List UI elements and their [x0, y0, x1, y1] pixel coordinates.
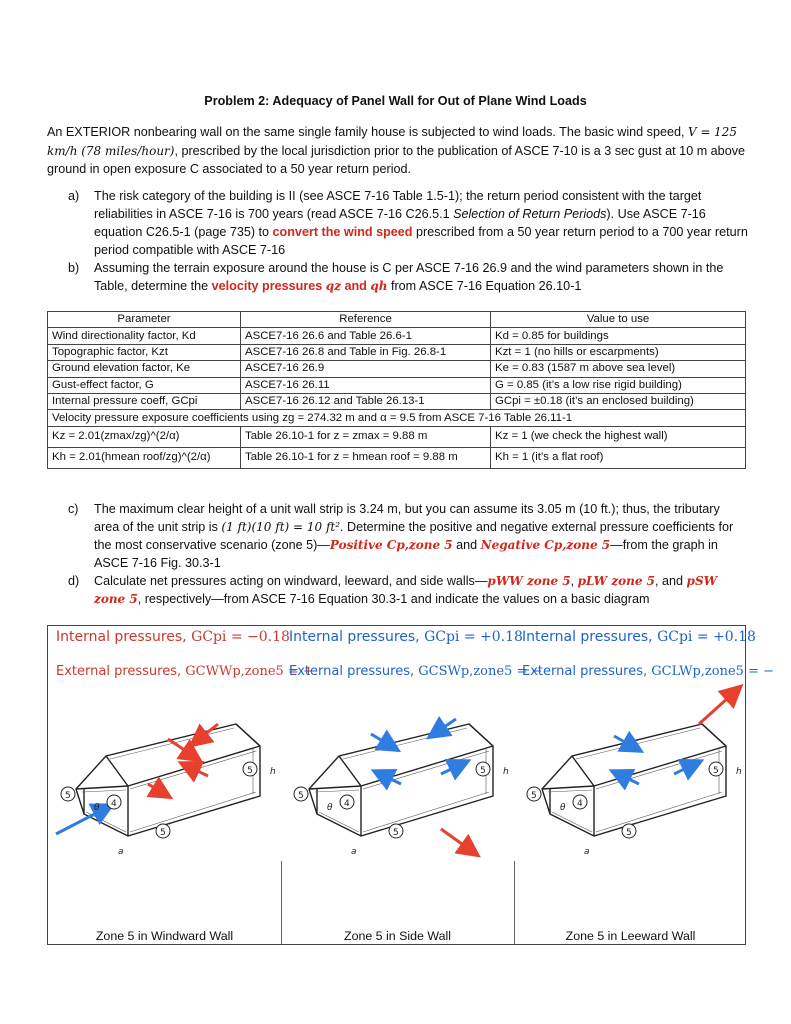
table-cell: Velocity pressure exposure coefficients using zg = 274.32 m and α = 9.5 from ASCE 7-16 Table 26.11-1: [48, 410, 746, 426]
item-text: from ASCE 7-16 Equation 26.10-1: [387, 279, 582, 293]
item-text: , and: [655, 574, 687, 588]
item-text: . Determine the positive and negative external pressure coefficients for the most conservative scenario (zone 5)—: [94, 520, 734, 552]
item-highlight-math: Negative Cp,zone 5: [480, 538, 611, 552]
table-cell: Kh = 1 (it’s a flat roof): [491, 447, 746, 468]
item-text: Calculate net pressures acting on windward, leeward, and side walls—: [94, 574, 488, 588]
intro-text: An EXTERIOR nonbearing wall on the same single family house is subjected to wind loads. The basic wind speed,: [47, 125, 688, 139]
item-highlight-math: pLW zone 5: [577, 574, 656, 588]
intro-math: V =: [688, 125, 711, 139]
item-a: [68, 187, 748, 259]
table-cell: Ke = 0.83 (1587 m above sea level): [491, 361, 746, 377]
table-cell: Table 26.10-1 for z = zmax = 9.88 m: [241, 426, 491, 447]
svg-text:5: 5: [393, 828, 399, 838]
internal-pressure-label: Internal pressures, GCpi = +0.18: [289, 629, 523, 645]
item-text: —from the graph in ASCE 7-16 Fig. 30.3-1: [94, 538, 718, 570]
item-highlight-math: qh: [370, 279, 388, 293]
external-pressure-label: External pressures, GCLWp,zone5 = −: [522, 664, 774, 679]
table-cell: ASCE7-16 26.12 and Table 26.13-1: [241, 393, 491, 409]
item-list-cd: [68, 500, 748, 608]
table-cell: G = 0.85 (it’s a low rise rigid building): [491, 377, 746, 393]
table-cell: ASCE7-16 26.11: [241, 377, 491, 393]
table-row: [48, 361, 746, 377]
item-highlight-math: pWW zone 5: [487, 574, 571, 588]
parameter-table: [47, 311, 746, 469]
item-list-ab: [68, 187, 748, 295]
svg-text:θ: θ: [327, 803, 333, 813]
table-cell: Kd = 0.85 for buildings: [491, 328, 746, 344]
zone-figures: [47, 625, 774, 945]
table-cell: ASCE7-16 26.8 and Table in Fig. 26.8-1: [241, 344, 491, 360]
table-cell: ASCE7-16 26.6 and Table 26.6-1: [241, 328, 491, 344]
item-highlight-math: qz: [325, 279, 341, 293]
item-label: a): [68, 189, 80, 203]
table-row: [48, 447, 746, 468]
table-header: Value to use: [491, 312, 746, 328]
zone-label: 4: [111, 799, 117, 809]
internal-pressure-label: Internal pressures, GCpi = +0.18: [522, 629, 756, 645]
table-span-row: [48, 410, 746, 426]
internal-pressure-label: Internal pressures, GCpi = −0.18: [56, 629, 290, 645]
figure-leeward: [514, 626, 774, 944]
svg-text:4: 4: [344, 799, 350, 809]
item-highlight: convert the wind speed: [272, 225, 413, 239]
table-header-row: [48, 312, 746, 328]
svg-text:h: h: [736, 767, 742, 777]
table-row: [48, 344, 746, 360]
table-cell: Kh = 2.01(hmean roof/zg)^(2/α): [48, 447, 241, 468]
item-highlight: and: [340, 279, 371, 293]
item-d: [68, 572, 748, 608]
table-cell: Kzt = 1 (no hills or escarpments): [491, 344, 746, 360]
problem-title: Problem 2: Adequacy of Panel Wall for Out of Plane Wind Loads: [204, 94, 587, 108]
item-highlight-math: Positive Cp,zone 5: [329, 538, 453, 552]
table-header: Reference: [241, 312, 491, 328]
svg-text:5: 5: [626, 828, 632, 838]
figure-windward: [48, 626, 314, 944]
item-text: respectively—from ASCE 7-16 Equation 30.3-1 and indicate the values on a basic diagram: [141, 592, 650, 606]
arrow-red: [441, 829, 476, 854]
table-cell: Topographic factor, Kzt: [48, 344, 241, 360]
table-header: Parameter: [48, 312, 241, 328]
figure-caption: Zone 5 in Windward Wall: [95, 929, 234, 943]
table-row: [48, 377, 746, 393]
table-row: [48, 426, 746, 447]
table-row: [48, 328, 746, 344]
item-highlight: velocity pressures: [211, 279, 326, 293]
figure-side: [281, 626, 543, 944]
item-highlight-math: pSW zone 5: [94, 574, 718, 606]
table-cell: Wind directionality factor, Kd: [48, 328, 241, 344]
zone-label: 5: [247, 766, 253, 776]
svg-text:5: 5: [480, 766, 486, 776]
table-cell: Table 26.10-1 for z = hmean roof = 9.88 m: [241, 447, 491, 468]
svg-text:4: 4: [577, 799, 583, 809]
item-text: ,: [570, 574, 578, 588]
table-cell: Ground elevation factor, Ke: [48, 361, 241, 377]
table-row: [48, 393, 746, 409]
table-cell: Kz = 1 (we check the highest wall): [491, 426, 746, 447]
item-text: and: [452, 538, 481, 552]
item-text: prescribed from a 50 year return period to a 700 year return period compatible with ASCE 7-16: [94, 225, 748, 257]
intro-math: 125 km/h (78 miles/hour): [47, 125, 737, 158]
zone-label: 5: [65, 791, 71, 801]
intro-text: , prescribed by the local jurisdiction prior to the publication of ASCE 7-10 is a 3 sec gust at 10 m above ground in open exposure C associated to a 50 year return period.: [47, 143, 745, 176]
table-cell: Kz = 2.01(zmax/zg)^(2/α): [48, 426, 241, 447]
item-label: b): [68, 261, 80, 275]
item-math: (1 ft)(10 ft) = 10 ft²: [221, 520, 341, 534]
item-b: [68, 259, 748, 295]
item-c: [68, 500, 748, 572]
table-cell: Gust-effect factor, G: [48, 377, 241, 393]
item-text-italic: Selection of Return Periods: [453, 207, 607, 221]
arrow-red: [699, 688, 739, 724]
item-text: Assuming the terrain exposure around the house is C per ASCE 7-16 26.9 and the wind parameters shown in the Table, determine the: [94, 261, 724, 293]
svg-text:5: 5: [713, 766, 719, 776]
building-drawing: [281, 684, 514, 924]
svg-text:a: a: [351, 847, 357, 857]
svg-text:θ: θ: [560, 803, 566, 813]
svg-text:a: a: [584, 847, 590, 857]
svg-text:5: 5: [298, 791, 304, 801]
svg-text:h: h: [503, 767, 509, 777]
table-cell: Internal pressure coeff, GCpi: [48, 393, 241, 409]
table-cell: ASCE7-16 26.9: [241, 361, 491, 377]
angle-label: θ: [94, 803, 100, 813]
external-pressure-label: External pressures, GCSWp,zone5 = −: [289, 664, 543, 679]
building-drawing: [48, 684, 281, 924]
item-text: ). Use ASCE 7-16 equation C26.5-1 (page 735) to: [94, 207, 706, 239]
item-label: c): [68, 502, 79, 516]
building-drawing: [514, 684, 747, 924]
dim-label: a: [118, 847, 124, 857]
external-pressure-label: External pressures, GCWWp,zone5 = +: [56, 664, 314, 679]
dim-label: h: [270, 767, 276, 777]
zone-label: 5: [160, 828, 166, 838]
table-cell: GCpi = ±0.18 (it’s an enclosed building): [491, 393, 746, 409]
svg-text:5: 5: [531, 791, 537, 801]
item-label: d): [68, 574, 80, 588]
intro-paragraph: [47, 123, 747, 179]
figure-caption: Zone 5 in Leeward Wall: [565, 929, 696, 943]
item-text: The maximum clear height of a unit wall strip is 3.24 m, but you can assume its 3.05 m (10 ft.); thus, the tributary area of the unit strip is: [94, 502, 720, 534]
item-text: The risk category of the building is II (see ASCE 7-16 Table 1.5-1); the return period consistent with the target reliabilities in ASCE 7-16 is 700 years (read ASCE 7-16 C26.5.1: [94, 189, 702, 221]
figure-caption: Zone 5 in Side Wall: [344, 929, 451, 943]
item-text: ,: [137, 592, 142, 606]
